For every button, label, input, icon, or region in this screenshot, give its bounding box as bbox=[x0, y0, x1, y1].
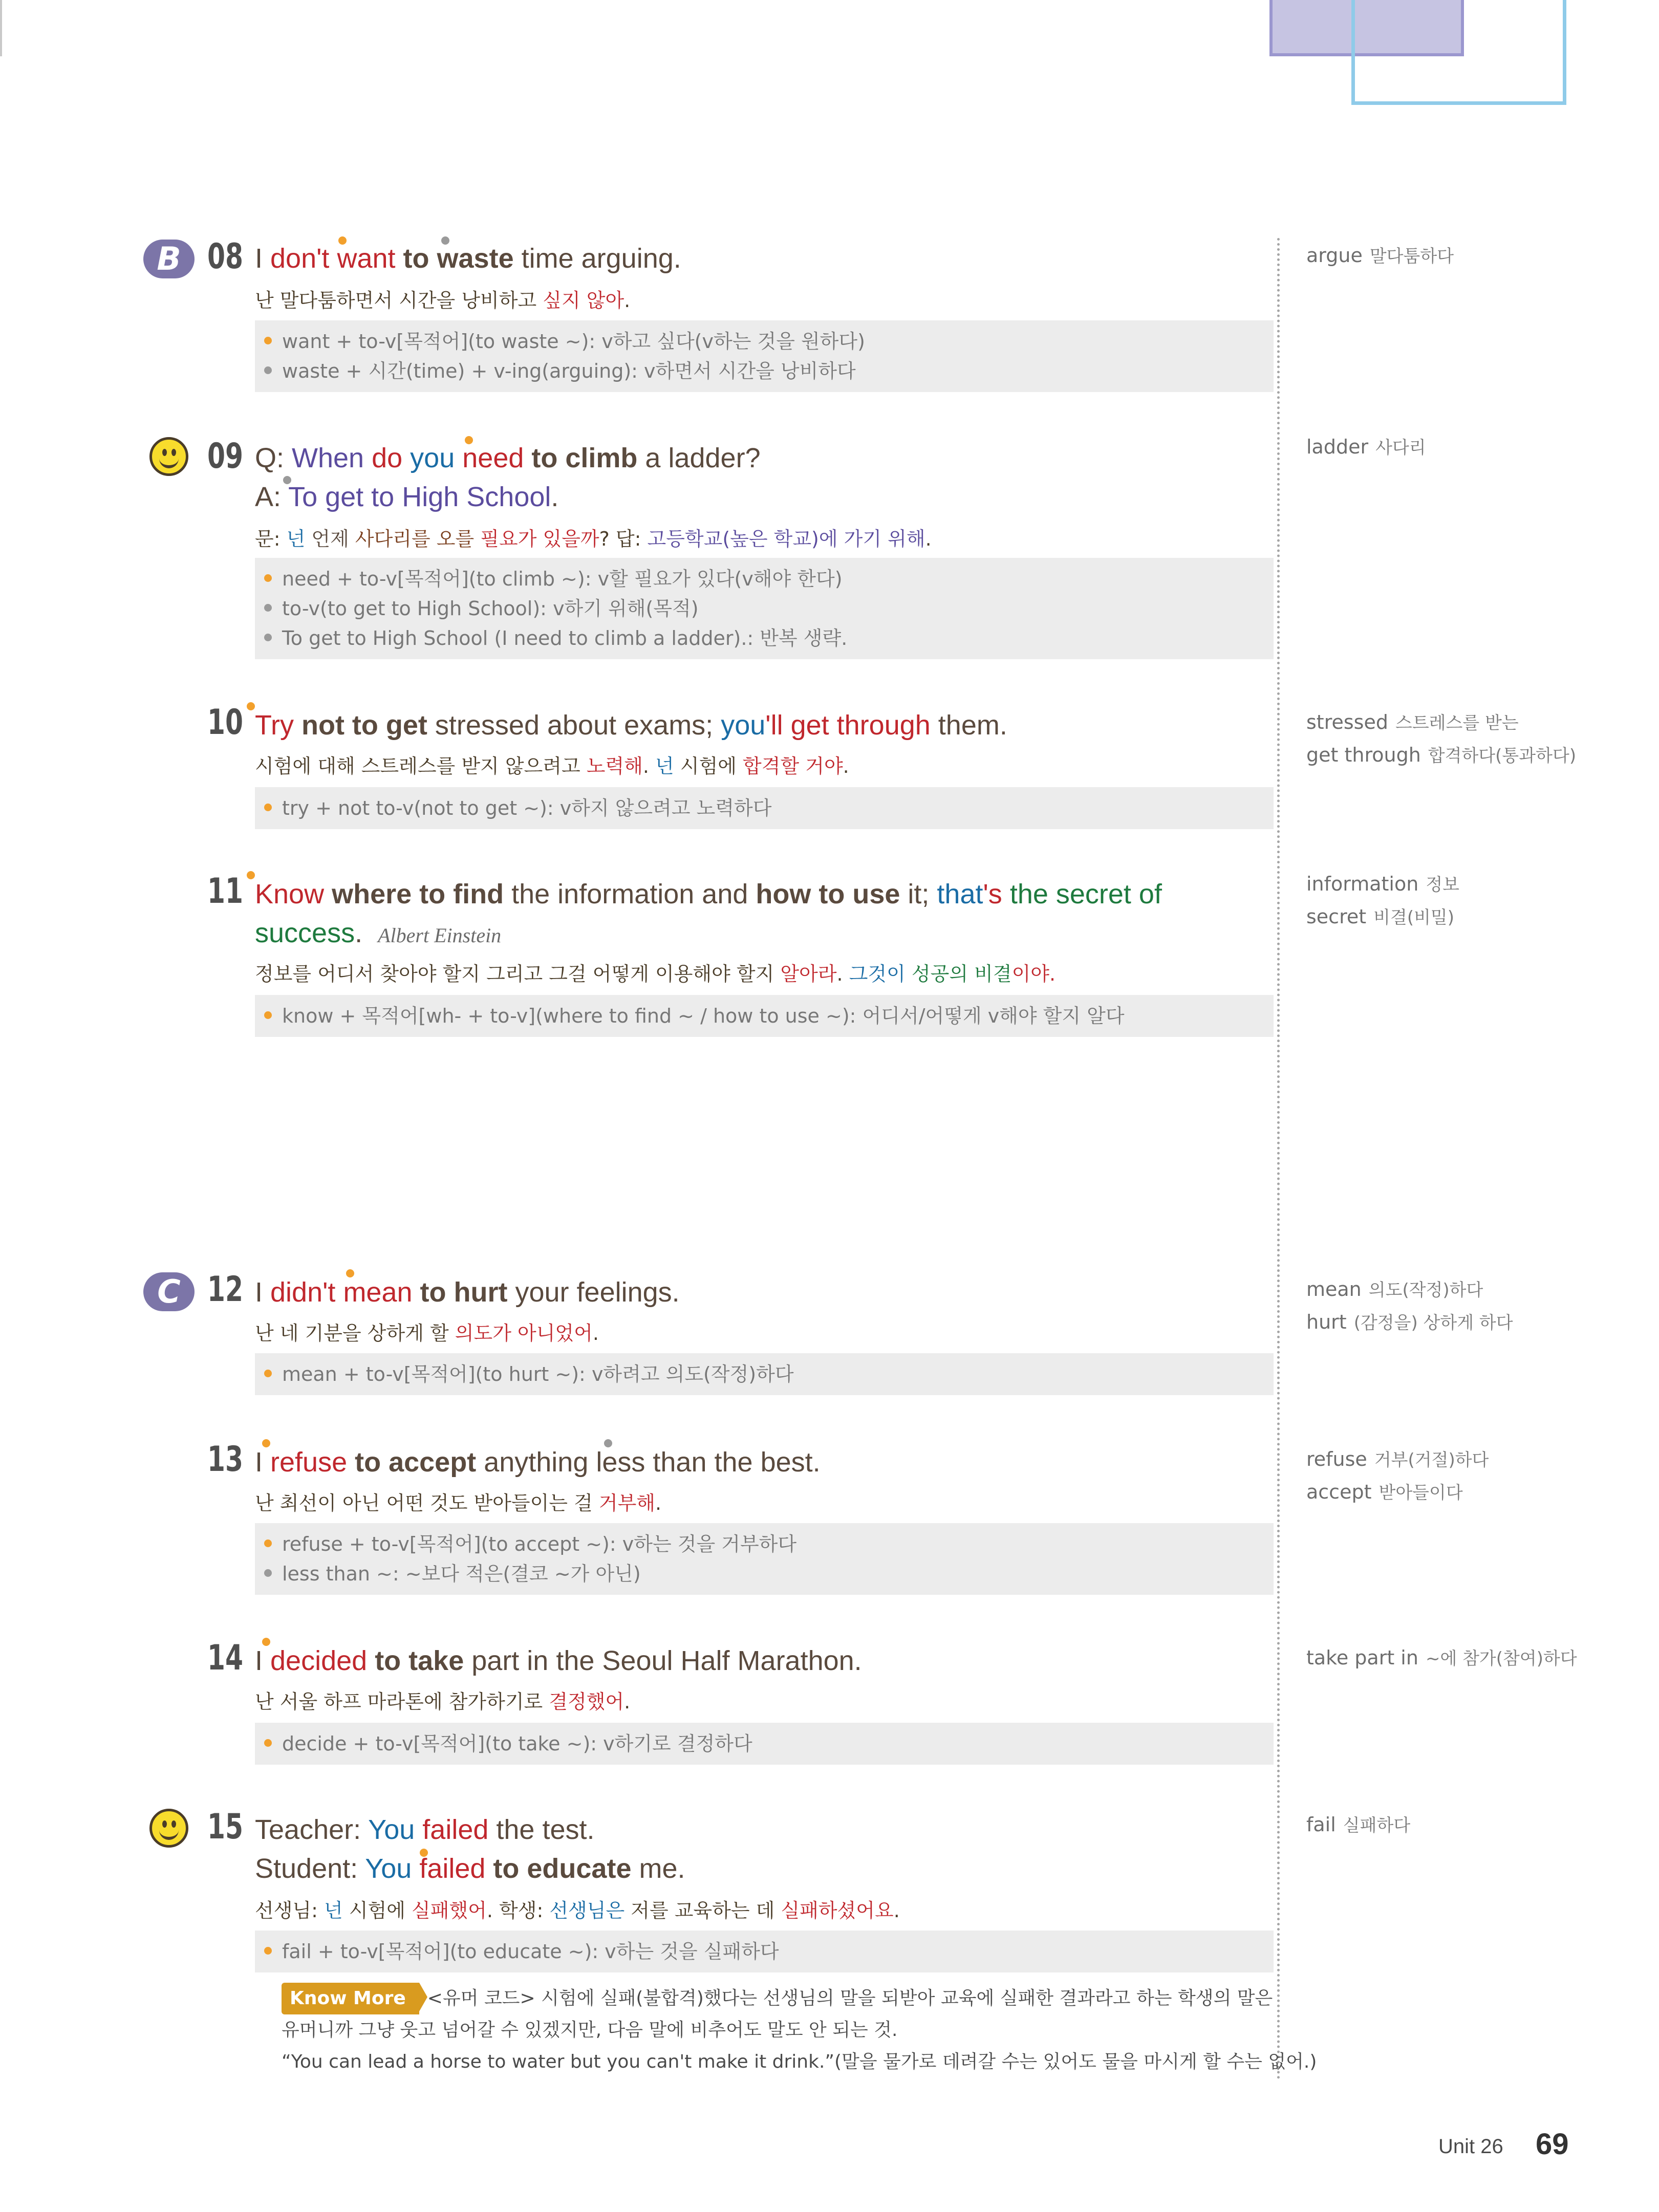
vocab-gloss: mean 의도(작정)하다 hurt (감정을) 상하게 하다 bbox=[1306, 1278, 1513, 1333]
entry-number: 08 bbox=[207, 236, 244, 277]
bullet-icon bbox=[264, 1370, 272, 1377]
korean-translation: 문: 넌 언제 사다리를 오를 필요가 있을까? 답: 고등학교(높은 학교)에 가기 위해. bbox=[255, 528, 932, 550]
vocab-gloss: information 정보 secret 비결(비밀) bbox=[1306, 873, 1460, 928]
marker-dot bbox=[247, 702, 255, 710]
section-badge-b: B bbox=[143, 240, 195, 278]
korean-translation: 난 말다툼하면서 시간을 낭비하고 싶지 않아. bbox=[255, 289, 631, 312]
bullet-icon bbox=[264, 337, 272, 344]
note-line: decide + to-v[목적어](to take ~): v하기로 결정하다 bbox=[264, 1729, 1274, 1759]
vocab-gloss: refuse 거부(거절)하다 accept 받아들이다 bbox=[1306, 1448, 1489, 1503]
vocab-gloss: ladder 사다리 bbox=[1306, 436, 1426, 458]
bullet-icon bbox=[264, 1947, 272, 1955]
korean-translation: 선생님: 넌 시험에 실패했어. 학생: 선생님은 저를 교육하는 데 실패하셨어요. bbox=[255, 1899, 900, 1922]
grammar-note bbox=[255, 787, 1274, 829]
bullet-icon bbox=[264, 1011, 272, 1019]
section-badge-c: C bbox=[143, 1272, 195, 1311]
grammar-note bbox=[255, 558, 1274, 659]
page-number: 69 bbox=[1536, 2128, 1569, 2161]
vocab-gloss: argue 말다툼하다 bbox=[1306, 244, 1454, 267]
note-line: waste + 시간(time) + v-ing(arguing): v하면서 시간을 낭비하다 bbox=[264, 356, 1274, 386]
entry-number: 15 bbox=[207, 1807, 244, 1847]
korean-translation: 난 네 기분을 상하게 할 의도가 아니었어. bbox=[255, 1322, 599, 1344]
grammar-note bbox=[255, 1523, 1274, 1595]
korean-translation: 난 서울 하프 마라톤에 참가하기로 결정했어. bbox=[255, 1690, 631, 1713]
korean-translation: 시험에 대해 스트레스를 받지 않으려고 노력해. 넌 시험에 합격할 거야. bbox=[255, 755, 849, 777]
smiley-icon bbox=[149, 1809, 188, 1848]
decorative-blue-frame bbox=[1351, 0, 1566, 105]
english-sentence: Try not to get stressed about exams; you'll get through them. bbox=[255, 710, 1007, 741]
note-line: want + to-v[목적어](to waste ~): v하고 싶다(v하는 것을 원하다) bbox=[264, 327, 1274, 356]
bullet-icon bbox=[264, 1539, 272, 1547]
grammar-note bbox=[255, 1723, 1274, 1765]
english-sentence: I refuse to accept anything less than the best. bbox=[255, 1447, 821, 1478]
korean-translation: 정보를 어디서 찾아야 할지 그리고 그걸 어떻게 이용해야 할지 알아라. 그것이 성공의 비결이야. bbox=[255, 963, 1056, 985]
english-sentence: Know where to find the information and how to use it; that's the secret of bbox=[255, 879, 1162, 909]
entry-number: 14 bbox=[207, 1638, 244, 1678]
entry-number: 13 bbox=[207, 1439, 244, 1480]
note-line: refuse + to-v[목적어](to accept ~): v하는 것을 거부하다 bbox=[264, 1529, 1274, 1559]
note-line: try + not to-v(not to get ~): v하지 않으려고 노력하다 bbox=[264, 793, 1274, 823]
vocab-gloss: fail 실패하다 bbox=[1306, 1813, 1411, 1836]
entry-number: 12 bbox=[207, 1269, 244, 1310]
bullet-icon bbox=[264, 1739, 272, 1747]
entry-number: 11 bbox=[207, 871, 244, 912]
answer-sentence: A: To get to High School. bbox=[255, 482, 559, 512]
question-sentence: Q: When do you need to climb a ladder? bbox=[255, 443, 761, 473]
vocab-gloss: take part in ~에 참가(참여)하다 bbox=[1306, 1646, 1577, 1669]
bullet-icon bbox=[264, 604, 272, 612]
note-line: less than ~: ~보다 적은(결코 ~가 아닌) bbox=[264, 1559, 1274, 1589]
bullet-icon bbox=[264, 804, 272, 811]
gloss-divider bbox=[1277, 238, 1280, 2080]
vocab-gloss: stressed 스트레스를 받는 get through 합격하다(통과하다) bbox=[1306, 711, 1577, 766]
english-sentence-cont: success. Albert Einstein bbox=[255, 918, 502, 948]
grammar-note bbox=[255, 995, 1274, 1037]
student-line: Student: You failed to educate me. bbox=[255, 1853, 685, 1884]
teacher-line: Teacher: You failed the test. bbox=[255, 1814, 595, 1845]
english-sentence: I don't want to waste time arguing. bbox=[255, 243, 681, 274]
bullet-icon bbox=[264, 1569, 272, 1577]
note-line: mean + to-v[목적어](to hurt ~): v하려고 의도(작정)하다 bbox=[264, 1359, 1274, 1389]
citation: Albert Einstein bbox=[378, 924, 502, 947]
english-sentence: I decided to take part in the Seoul Half Marathon. bbox=[255, 1645, 862, 1676]
note-line: to-v(to get to High School): v하기 위해(목적) bbox=[264, 594, 1274, 623]
know-more-line: 유머니까 그냥 웃고 넘어갈 수 있겠지만, 다음 말에 비추어도 말도 안 되는 것. bbox=[282, 2020, 898, 2041]
korean-translation: 난 최선이 아닌 어떤 것도 받아들이는 걸 거부해. bbox=[255, 1492, 662, 1514]
know-more-tag: Know More bbox=[282, 1983, 419, 2014]
english-sentence: I didn't mean to hurt your feelings. bbox=[255, 1277, 680, 1308]
note-line: know + 목적어[wh- + to-v](where to find ~ / how to use ~): 어디서/어떻게 v해야 할지 알다 bbox=[264, 1001, 1274, 1031]
grammar-note bbox=[255, 1931, 1274, 1972]
know-more-line: Know More <유머 코드> 시험에 실패(불합격)했다는 선생님의 말을 되받아 교육에 실패한 결과라고 하는 학생의 말은 bbox=[282, 1983, 1273, 2014]
note-line: fail + to-v[목적어](to educate ~): v하는 것을 실패하다 bbox=[264, 1937, 1274, 1966]
smiley-icon bbox=[149, 437, 188, 476]
unit-label: Unit 26 bbox=[1438, 2135, 1503, 2158]
entry-number: 09 bbox=[207, 436, 244, 476]
bullet-icon bbox=[264, 574, 272, 582]
note-line: To get to High School (I need to climb a ladder).: 반복 생략. bbox=[264, 623, 1274, 653]
entry-number: 10 bbox=[207, 702, 244, 743]
bullet-icon bbox=[264, 366, 272, 374]
grammar-note bbox=[255, 1353, 1274, 1395]
bullet-icon bbox=[264, 634, 272, 641]
grammar-note bbox=[255, 320, 1274, 392]
know-more-line: “You can lead a horse to water but you can't make it drink.”(말을 물가로 데려갈 수는 있어도 물을 마시게 할 수는 없어.) bbox=[282, 2051, 1317, 2072]
left-edge-mark bbox=[0, 0, 2, 56]
note-line: need + to-v[목적어](to climb ~): v할 필요가 있다(v해야 한다) bbox=[264, 564, 1274, 594]
marker-dot bbox=[247, 871, 255, 879]
